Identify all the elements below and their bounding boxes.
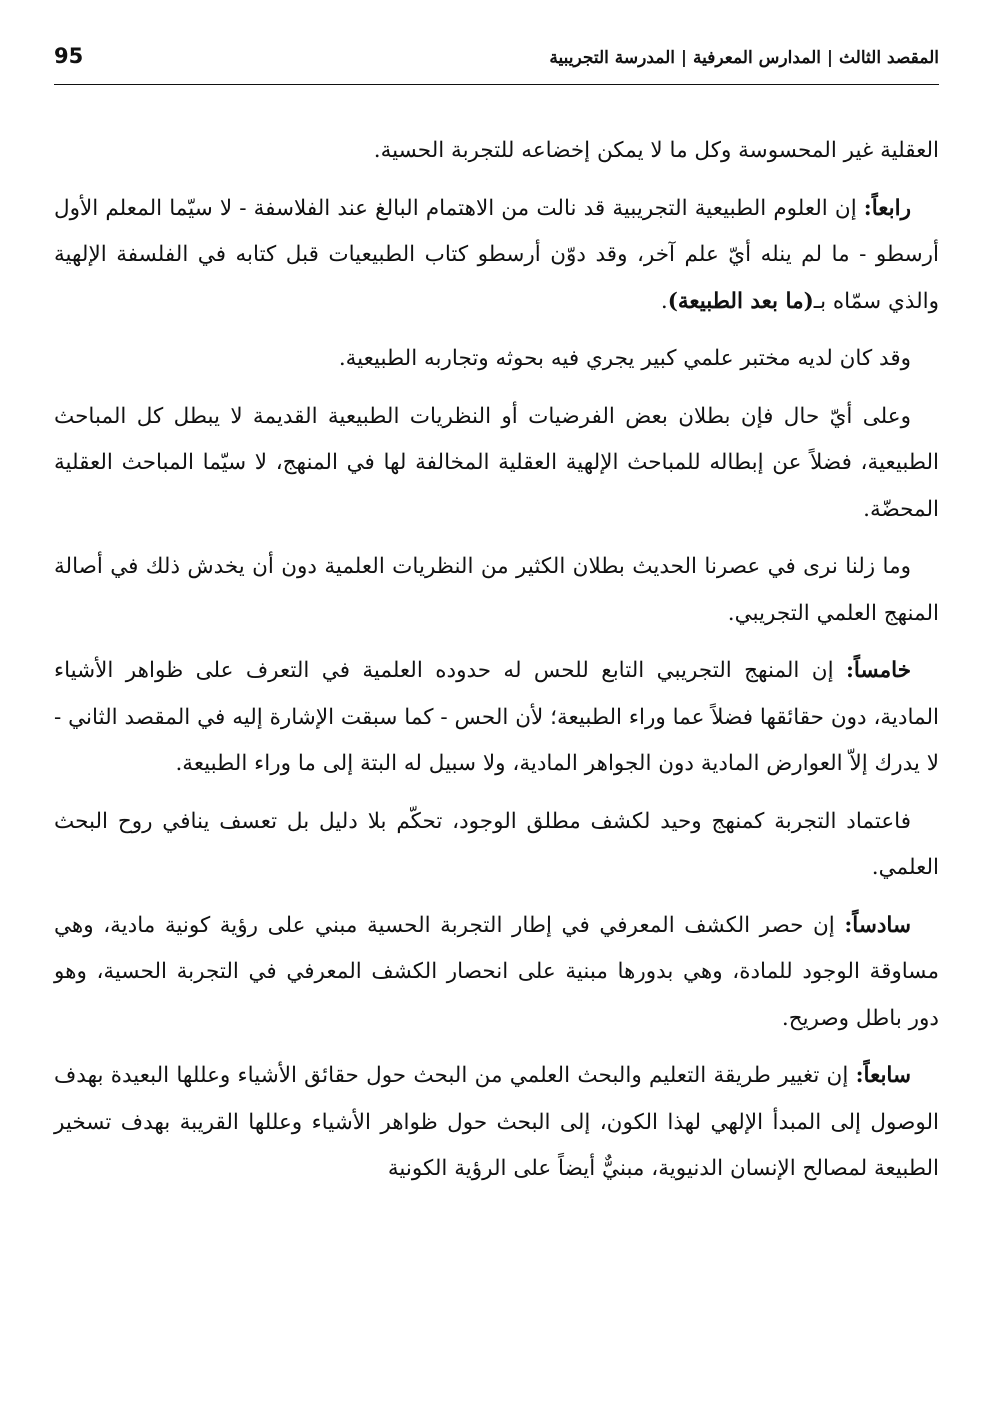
running-head: المقصد الثالث | المدارس المعرفية | المدرسة التجريبية bbox=[549, 48, 939, 68]
paragraph: فاعتماد التجربة كمنهج وحيد لكشف مطلق الوجود، تحكّم بلا دليل بل تعسف ينافي روح البحث العلمي. bbox=[54, 808, 939, 880]
book-title: (ما بعد الطبيعة) bbox=[667, 288, 814, 314]
paragraph: سادساً: إن حصر الكشف المعرفي في إطار التجربة الحسية مبني على رؤية كونية مادية، وهي مساوقة الوجود للمادة، وهي بدورها مبنية على انحصار الكشف المعرفي في التجربة الحسية، وهو دور باطل وصريح. bbox=[54, 912, 939, 1031]
page-number: 95 bbox=[54, 44, 84, 68]
section-lead: سابعاً: bbox=[855, 1063, 911, 1088]
body-text bbox=[54, 128, 939, 1204]
paragraph: وعلى أيّ حال فإن بطلان بعض الفرضيات أو النظريات الطبيعية القديمة لا يبطل كل المباحث الطبيعية، فضلاً عن إبطاله للمباحث الإلهية العقلية المخالفة لها في المنهج، لا سيّما المباحث العقلية المحضّة. bbox=[54, 403, 939, 522]
section-lead: رابعاً: bbox=[863, 195, 911, 221]
section-lead: خامساً: bbox=[845, 658, 911, 683]
paragraph: سابعاً: إن تغيير طريقة التعليم والبحث العلمي من البحث حول حقائق الأشياء وعللها البعيدة بهدف الوصول إلى المبدأ الإلهي لهذا الكون، إلى البحث حول ظواهر الأشياء وعللها القريبة بهدف تسخير الطبيعة لمصالح الإنسان الدنيوية، مبنيٌّ أيضاً على الرؤية الكونية bbox=[54, 1063, 939, 1181]
header-rule bbox=[54, 84, 939, 85]
page-header bbox=[54, 40, 939, 84]
section-lead: سادساً: bbox=[844, 912, 911, 938]
paragraph: وما زلنا نرى في عصرنا الحديث بطلان الكثير من النظريات العلمية دون أن يخدش ذلك في أصالة المنهج العلمي التجريبي. bbox=[54, 554, 939, 626]
paragraph: رابعاً: إن العلوم الطبيعية التجريبية قد نالت من الاهتمام البالغ عند الفلاسفة - لا سيّما المعلم الأول أرسطو - ما لم ينله أيّ علم آخر، وقد دوّن أرسطو كتاب الطبيعيات قبل كتابه في الفلسفة الإلهية والذي سمّاه بـ(ما بعد الطبيعة). bbox=[54, 195, 939, 314]
paragraph: وقد كان لديه مختبر علمي كبير يجري فيه بحوثه وتجاربه الطبيعية. bbox=[338, 346, 911, 371]
paragraph: العقلية غير المحسوسة وكل ما لا يمكن إخضاعه للتجربة الحسية. bbox=[373, 138, 939, 163]
paragraph: خامساً: إن المنهج التجريبي التابع للحس له حدوده العلمية في التعرف على ظواهر الأشياء المادية، دون حقائقها فضلاً عما وراء الطبيعة؛ لأن الحس - كما سبقت الإشارة إليه في المقصد الثاني - لا يدرك إلاّ العوارض المادية دون الجواهر المادية، ولا سبيل له البتة إلى ما وراء الطبيعة. bbox=[54, 658, 939, 776]
